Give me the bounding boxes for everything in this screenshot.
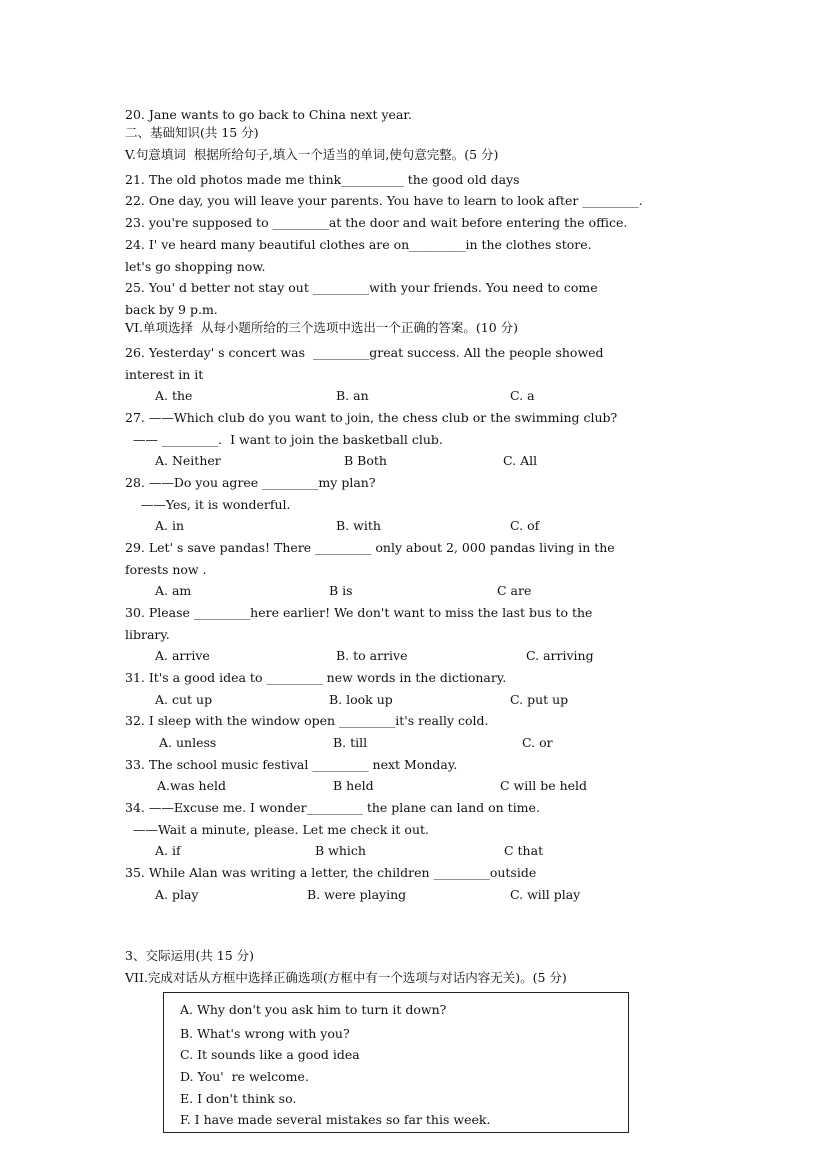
box-option-item: C. It sounds like a good idea	[180, 1047, 360, 1062]
option-a: A. in	[155, 518, 185, 533]
question-line: 28. ——Do you agree _________my plan?	[125, 475, 376, 490]
option-b: B. were playing	[307, 887, 407, 902]
option-a: A. arrive	[155, 648, 210, 663]
question-line: ——Wait a minute, please. Let me check it out.	[125, 822, 429, 837]
option-b: B. to arrive	[336, 648, 408, 663]
question-line: 33. The school music festival _________ next Monday.	[125, 757, 458, 772]
option-a: A.was held	[157, 778, 226, 793]
question-line: 27. ——Which club do you want to join, the chess club or the swimming club?	[125, 410, 618, 425]
option-a: A. unless	[159, 735, 217, 750]
question-line: V.句意填词 根据所给句子,填入一个适当的单词,使句意完整。(5 分)	[125, 147, 499, 162]
question-line: 23. you're supposed to _________at the door and wait before entering the office.	[125, 215, 628, 230]
option-b: B. an	[336, 388, 369, 403]
answer-options-box	[163, 992, 629, 1133]
option-b: B. look up	[329, 692, 393, 707]
option-c: C. arriving	[526, 648, 594, 663]
question-line: 20. Jane wants to go back to China next year.	[125, 107, 412, 122]
option-a: A. am	[155, 583, 192, 598]
question-line: 26. Yesterday' s concert was _________great success. All the people showed	[125, 345, 604, 360]
option-a: A. cut up	[155, 692, 213, 707]
option-b: B is	[329, 583, 353, 598]
question-line: let's go shopping now.	[125, 259, 266, 274]
option-c: C. of	[510, 518, 540, 533]
question-line: 22. One day, you will leave your parents. You have to learn to look after _________.	[125, 193, 643, 208]
option-c: C. All	[503, 453, 538, 468]
question-line: forests now .	[125, 562, 207, 577]
box-option-item: A. Why don't you ask him to turn it down?	[180, 1002, 447, 1017]
option-a: A. Neither	[155, 453, 221, 468]
option-b: B. till	[333, 735, 368, 750]
option-b: B which	[315, 843, 366, 858]
option-c: C will be held	[500, 778, 588, 793]
box-option-item: D. You' re welcome.	[180, 1069, 309, 1084]
option-b: B Both	[344, 453, 387, 468]
option-c: C that	[504, 843, 544, 858]
question-line: 二、基础知识(共 15 分)	[125, 125, 259, 140]
question-line: 21. The old photos made me think__________ the good old days	[125, 172, 520, 187]
option-c: C. a	[510, 388, 535, 403]
box-option-item: E. I don't think so.	[180, 1091, 297, 1106]
question-line: 35. While Alan was writing a letter, the children _________outside	[125, 865, 537, 880]
question-line: 34. ——Excuse me. I wonder_________ the plane can land on time.	[125, 800, 540, 815]
option-a: A. the	[155, 388, 193, 403]
option-a: A. play	[155, 887, 199, 902]
question-line: 32. I sleep with the window open _________it's really cold.	[125, 713, 489, 728]
option-b: B. with	[336, 518, 381, 533]
question-line: 31. It's a good idea to _________ new words in the dictionary.	[125, 670, 507, 685]
option-c: C. will play	[510, 887, 581, 902]
option-b: B held	[333, 778, 374, 793]
question-line: 29. Let' s save pandas! There _________ only about 2, 000 pandas living in the	[125, 540, 615, 555]
question-line: 3、交际运用(共 15 分)	[125, 948, 255, 963]
question-line: —— _________. I want to join the basketball club.	[125, 432, 443, 447]
question-line: interest in it	[125, 367, 204, 382]
option-a: A. if	[155, 843, 181, 858]
box-option-item: B. What's wrong with you?	[180, 1026, 350, 1041]
option-c: C are	[497, 583, 532, 598]
question-line: library.	[125, 627, 170, 642]
question-line: 30. Please _________here earlier! We don't want to miss the last bus to the	[125, 605, 593, 620]
box-option-item: F. I have made several mistakes so far this week.	[180, 1112, 491, 1127]
option-c: C. put up	[510, 692, 569, 707]
option-c: C. or	[522, 735, 553, 750]
question-line: VI.单项选择 从每小题所给的三个选项中选出一个正确的答案。(10 分)	[125, 320, 519, 335]
question-line: back by 9 p.m.	[125, 302, 218, 317]
question-line: ——Yes, it is wonderful.	[125, 497, 291, 512]
question-line: 25. You' d better not stay out _________with your friends. You need to come	[125, 280, 598, 295]
question-line: VII.完成对话从方框中选择正确选项(方框中有一个选项与对话内容无关)。(5 分)	[125, 970, 567, 985]
question-line: 24. I' ve heard many beautiful clothes are on_________in the clothes store.	[125, 237, 592, 252]
